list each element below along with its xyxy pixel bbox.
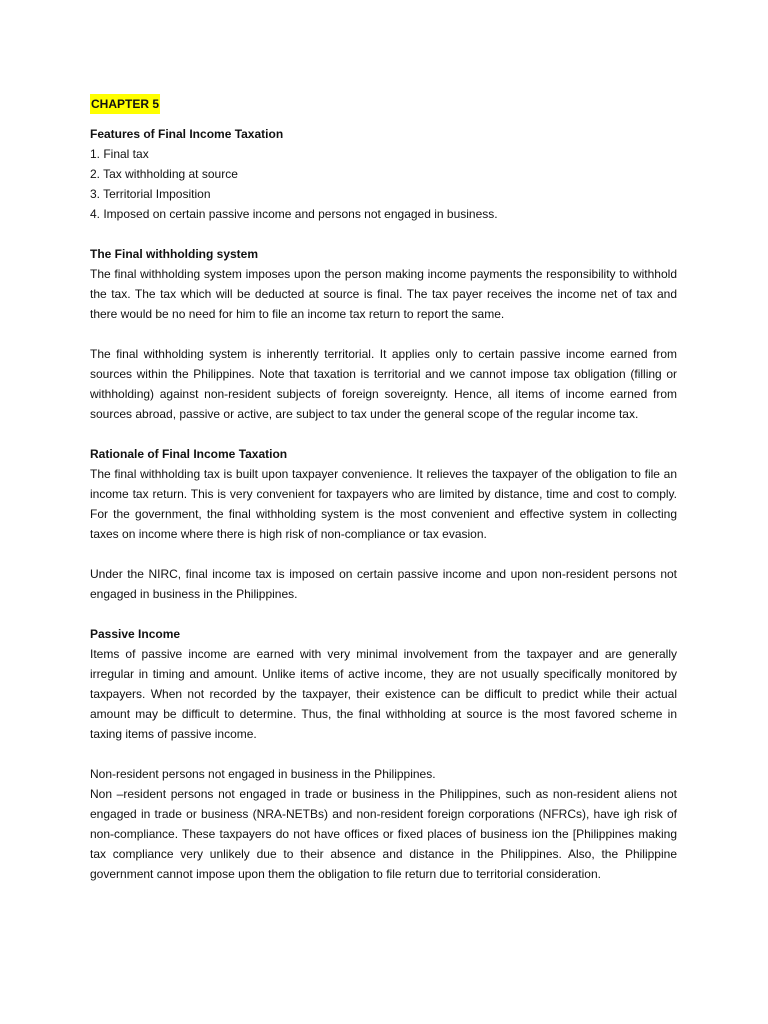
features-section (90, 124, 677, 224)
territorial-section (90, 344, 677, 424)
rationale-paragraph-1: The final withholding tax is built upon taxpayer convenience. It relieves the taxpayer of the obligation to file an income tax return. This is very convenient for taxpayers who are limited by distance, time and cost to comply. For the government, the final withholding system is the most convenient and effective system in collecting taxes on income where there is high risk of non-compliance or tax evasion. (90, 467, 677, 541)
document-page (90, 94, 677, 904)
rationale-paragraph-2: Under the NIRC, final income tax is imposed on certain passive income and upon non-resident persons not engaged in business in the Philippines. (90, 567, 677, 601)
features-heading: Features of Final Income Taxation (90, 127, 284, 141)
non-resident-paragraph: Non –resident persons not engaged in trade or business in the Philippines, such as non-resident aliens not engaged in trade or business (NRA-NETBs) and non-resident foreign corporations (NFRCs), have igh risk of non-compliance. These taxpayers do not have offices or fixed places of business ion the [Philippines making tax compliance very unlikely due to their absence and distance in the Philippines. Also, the Philippine government cannot impose upon them the obligation to file return due to territorial consideration. (90, 787, 677, 881)
features-item-4: 4. Imposed on certain passive income and persons not engaged in business. (90, 207, 498, 221)
features-item-1: 1. Final tax (90, 147, 149, 161)
non-resident-section (90, 764, 677, 884)
features-item-2: 2. Tax withholding at source (90, 167, 238, 181)
final-withholding-paragraph-1: The final withholding system imposes upon the person making income payments the responsibility to withhold the tax. The tax which will be deducted at source is final. The tax payer receives the income net of tax and there would be no need for him to file an income tax return to report the same. (90, 267, 677, 321)
final-withholding-section (90, 244, 677, 324)
chapter-title: CHAPTER 5 (90, 94, 160, 114)
features-item-3: 3. Territorial Imposition (90, 187, 211, 201)
rationale-section (90, 444, 677, 544)
nirc-section (90, 564, 677, 604)
passive-income-heading: Passive Income (90, 627, 181, 641)
final-withholding-paragraph-2: The final withholding system is inherently territorial. It applies only to certain passive income earned from sources within the Philippines. Note that taxation is territorial and we cannot impose tax obligation (filling or withholding) against non-resident subjects of foreign sovereignty. Hence, all items of income earned from sources abroad, passive or active, are subject to tax under the general scope of the regular income tax. (90, 347, 677, 421)
final-withholding-heading: The Final withholding system (90, 247, 259, 261)
rationale-heading: Rationale of Final Income Taxation (90, 447, 288, 461)
non-resident-heading: Non-resident persons not engaged in business in the Philippines. (90, 767, 436, 781)
passive-income-section (90, 624, 677, 744)
passive-income-paragraph: Items of passive income are earned with very minimal involvement from the taxpayer and are generally irregular in timing and amount. Unlike items of active income, they are not usually specifically monitored by taxpayers. When not recorded by the taxpayer, their existence can be difficult to predict while their actual amount may be difficult to determine. Thus, the final withholding at source is the most favored scheme in taxing items of passive income. (90, 647, 677, 741)
